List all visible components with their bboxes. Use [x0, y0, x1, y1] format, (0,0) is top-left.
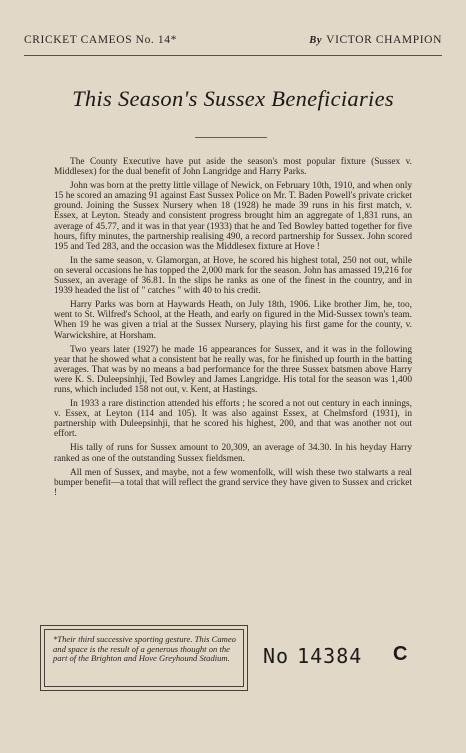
paragraph: John was born at the pretty little village of Newick, on February 10th, 1910, and when only 15 he scored an amazing 91 against East Sussex Police on Mr. T. Baden Powell's private cricket ground. Joining the Sussex Nursery when 18 (1928) he made 39 runs in his first match, v. Essex, at Leyton. Steady and consistent progress brought him an aggregate of 1,831 runs, an average of 45.77, and it was in that year (1933) that he and Ted Bowley batted together for five hours, fifty minutes, the partnership realising 490, a record partnership for Sussex. John scored 195 and Ted 283, and the occasion was the Middlesex fixture at Hove !	[54, 181, 412, 252]
paragraph: In the same season, v. Glamorgan, at Hove, he scored his highest total, 250 not out, while on several occasions he has topped the 2,000 mark for the season. John has amassed 19,216 for Sussex, an average of 36.81. In the slips he ranks as one of the finest in the country, and in 1939 headed the list of " catches " with 40 to his credit.	[54, 255, 412, 297]
paragraph: Two years later (1927) he made 16 appearances for Sussex, and it was in the following year that he showed what a consistent bat he really was, for he finished up fourth in the batting averages. That was by no means a bad performance for the three Sussex batsmen above Harry were K. S. Duleepsinhji, Ted Bowley and James Langridge. His total for the season was 1,400 runs, which included 158 not out, v. Kent, at Hastings.	[54, 344, 412, 395]
paragraph: His tally of runs for Sussex amount to 20,309, an average of 34.30. In his heyday Harry ranked as one of the outstanding Sussex fieldsmen.	[54, 443, 412, 464]
number-value: 14384	[297, 644, 363, 668]
author-name: VICTOR CHAMPION	[326, 34, 442, 46]
article-title: This Season's Sussex Beneficiaries	[72, 86, 394, 111]
sponsor-note-box	[40, 625, 248, 691]
header-divider	[24, 55, 442, 56]
paragraph: Harry Parks was born at Haywards Heath, on July 18th, 1906. Like brother Jim, he, too, went to St. Wilfred's School, at the Heath, and early on figured in the Mid-Sussex town's team. When 19 he was given a trial at the Sussex Nursery, playing his first game for the county, v. Warwickshire, at Horsham.	[54, 300, 412, 341]
article-body	[54, 157, 412, 502]
by-label: By	[309, 35, 323, 46]
sponsor-note: *Their third successive sporting gesture. This Cameo and space is the result of a generous thought on the part of the Brighton and Hove Greyhound Stadium.	[53, 634, 236, 664]
page-header	[24, 34, 442, 54]
author-line	[309, 34, 442, 46]
paragraph: The County Executive have put aside the season's most popular fixture (Sussex v. Middlesex) for the dual benefit of John Langridge and Harry Parks.	[54, 157, 412, 178]
paragraph: All men of Sussex, and maybe, not a few womenfolk, will wish these two stalwarts a real bumper benefit—a total that will reflect the grand service they have given to Sussex and cricket !	[54, 467, 412, 498]
serial-number	[263, 644, 362, 668]
series-letter: C	[393, 643, 408, 665]
series-title: CRICKET CAMEOS No. 14*	[24, 34, 177, 46]
number-label: No	[263, 644, 290, 668]
paragraph: In 1933 a rare distinction attended his efforts ; he scored a not out century in each innings, v. Essex, at Leyton (114 and 105). It was also against Essex, at Chelmsford (1931), in partnership with Duleepsinhji, that he scored his highest, 200, and that was another not out effort.	[54, 399, 412, 440]
title-divider	[195, 137, 267, 138]
